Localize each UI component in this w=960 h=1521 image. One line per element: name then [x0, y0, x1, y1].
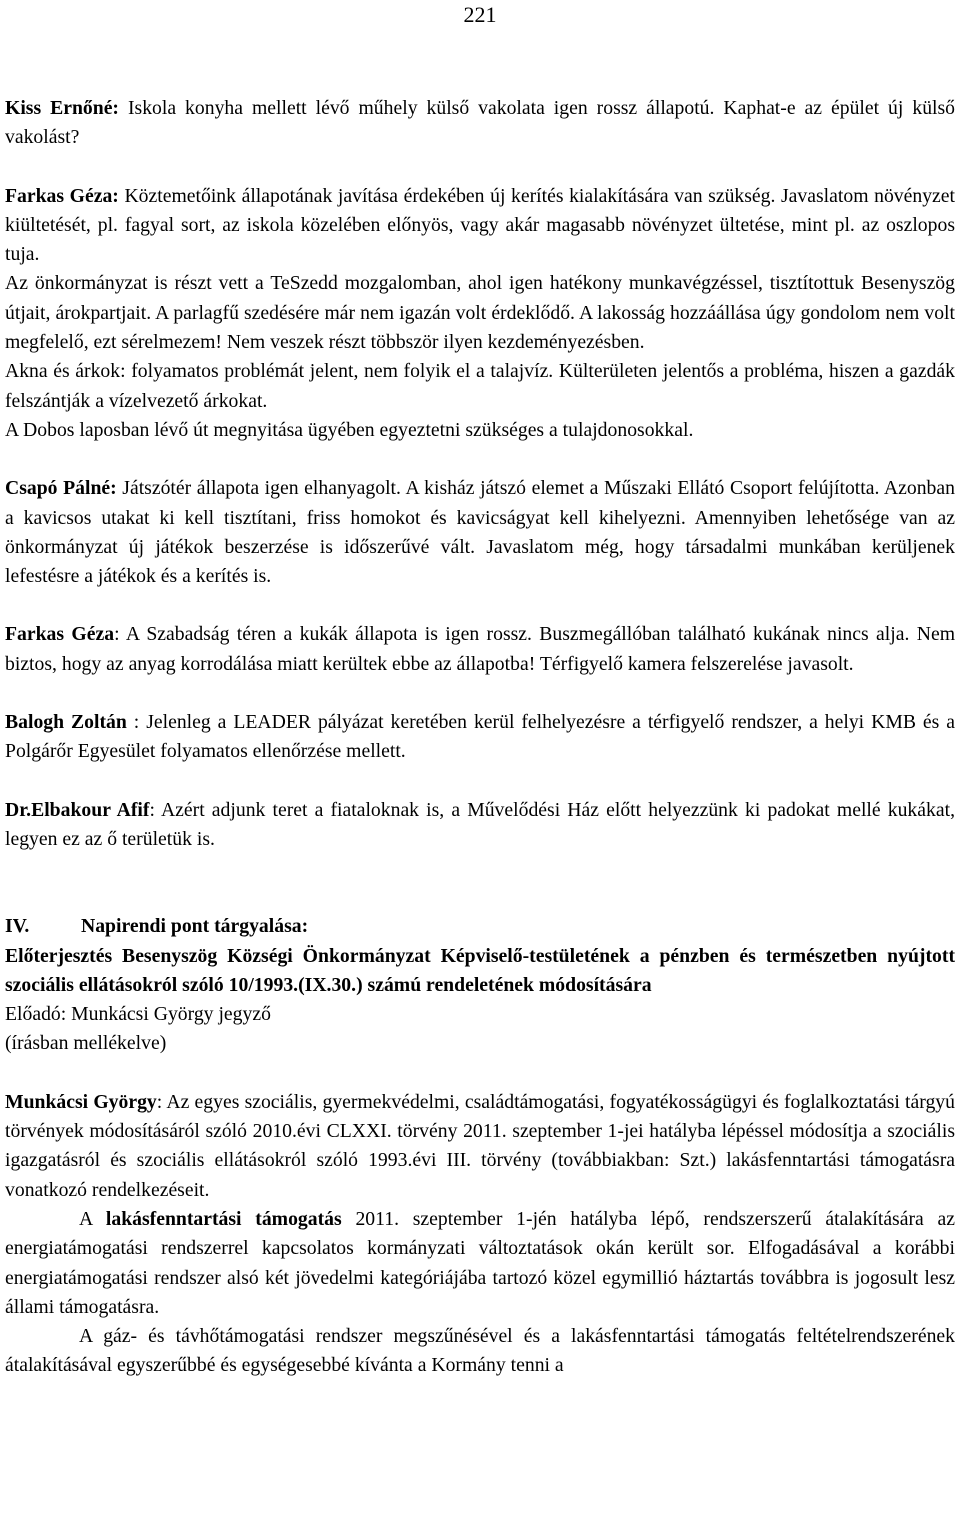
paragraph-text: : A Szabadság téren a kukák állapota is igen rossz. Buszmegállóban található kukának nincs alja. Nem biztos, hogy az anyag korrodálása miatt kerültek ebbe az állapotba! Térfigyelő kamera felszerelése javasolt.: [5, 623, 956, 675]
paragraph-lakasfenntartasi: A lakásfenntartási támogatás 2011. szeptember 1-jén hatályba lépő, rendszerszerű átalakítására az energiatámogatási rendszerrel kapcsolatos kormányzati változtatások okán került sor. Elfogadásával a korábbi energiatámogatási rendszer alsó két jövedelmi kategóriájába tartozó közel egymillió háztartás továbbra is jogosult lesz állami támogatásra.: [5, 1207, 955, 1318]
speaker-name: Balogh Zoltán: [5, 711, 127, 734]
agenda-title: Napirendi pont tárgyalása:: [81, 915, 309, 938]
paragraph-text: Köztemetőink állapotának javítása érdekében új kerítés kialakítására van szükség. Javaslatom növényzet kiültetését, pl. fagyal sort, az iskola közelében előnyös, vagy akár magasabb növényzet ültetése, mint pl. az oszlopos tuja.: [5, 184, 955, 266]
speaker-name: Dr.Elbakour Afif: [5, 798, 150, 821]
agenda-subject: Előterjesztés Besenyszög Községi Önkormányzat Képviselő-testületének a pénzben és természetben nyújtott szociális ellátásokról szóló 10/1993.(IX.30.) számú rendeletének módosítására: [5, 944, 955, 996]
speaker-name: Farkas Géza:: [5, 184, 119, 207]
paragraph-elbakour-afif: [5, 796, 955, 855]
agenda-note: (írásban mellékelve): [5, 1032, 167, 1055]
paragraph-text: : Az egyes szociális, gyermekvédelmi, családtámogatási, fogyatékosságügyi és foglalkoztatási tárgyú törvények módosításáról szóló 2010.évi CLXXI. törvény 2011. szeptember 1-jei hatályba lépéssel módosítja a szociális igazgatásról és szociális ellátásokról szóló 1993.évi III. törvény (továbbiakban: Szt.) lakásfenntartási támogatásra vonatkozó rendelkezéseit.: [5, 1090, 955, 1201]
bold-term: lakásfenntartási támogatás: [105, 1207, 342, 1230]
paragraph-text: : Jelenleg a LEADER pályázat keretében kerül felhelyezésre a térfigyelő rendszer, a helyi KMB és a Polgárőr Egyesület folyamatos ellenőrzése mellett.: [5, 711, 955, 763]
page-number: 221: [463, 2, 497, 27]
paragraph-dobos-lapos: A Dobos laposban lévő út megnyitása ügyében egyeztetni szükséges a tulajdonosokkal.: [5, 418, 694, 441]
paragraph-akna-arkok: Akna és árkok: folyamatos problémát jelent, nem folyik el a talajvíz. Külterületen jelentős a probléma, hiszen a gazdák felszántják a vízelvezető árkokat.: [5, 360, 955, 412]
agenda-heading: [5, 912, 955, 941]
paragraph-kiss-erno: [5, 94, 955, 153]
paragraph-text: : Azért adjunk teret a fiataloknak is, a Művelődési Ház előtt helyezzünk ki padokat mellé kukákat, legyen ez az ő területük is.: [5, 798, 955, 850]
page-content: [5, 94, 955, 1381]
speaker-name: Csapó Pálné:: [5, 477, 117, 500]
paragraph-farkas-geza-1: [5, 182, 955, 270]
paragraph-balogh-zoltan: [5, 708, 955, 767]
paragraph-text: Iskola konyha mellett lévő műhely külső vakolata igen rossz állapotú. Kaphat-e az épület új külső vakolást?: [5, 97, 956, 149]
agenda-presenter: Előadó: Munkácsi György jegyző: [5, 1003, 271, 1026]
paragraph-gaz-tavho: A gáz- és távhőtámogatási rendszer megszűnésével és a lakásfenntartási támogatás feltételrendszerének átalakításával egyszerűbbé és egységesebbé kívánta a Kormány tenni a: [5, 1325, 955, 1377]
paragraph-text: Játszótér állapota igen elhanyagolt. A kisház játszó elemet a Műszaki Ellátó Csoport felújította. Azonban a kavicsos utakat ki kell tisztítani, friss homokot és kavicságyat kell kihelyezni. Amennyiben lehetősége van az önkormányzat új játékok beszerzése is időszerűvé vált. Javaslatom még, hogy társadalmi munkában kerüljenek lefestésre a játékok és a kerítés is.: [5, 477, 955, 588]
paragraph-farkas-geza-2: [5, 620, 955, 679]
speaker-name: Kiss Ernőné:: [5, 97, 119, 119]
paragraph-teszedd: Az önkormányzat is részt vett a TeSzedd mozgalomban, ahol igen hatékony munkavégzéssel, tisztítottuk Besenyszög útjait, árokpartjait. A parlagfű szedésére már nem igazán volt érdeklődő. A lakosság hozzáállása úgy gondolom nem volt megfelelő, ezt sérelmezem! Nem veszek részt többször ilyen kezdeményezésben.: [5, 272, 955, 354]
paragraph-munkacsi-gyorgy: [5, 1088, 955, 1205]
paragraph-text: 2011. szeptember 1-jén hatályba lépő, rendszerszerű átalakítására az energiatámogatási rendszerrel kapcsolatos kormányzati változtatások okán került sor. Elfogadásával a korábbi energiatámogatási rendszer alsó két jövedelmi kategóriájába tartozó közel egymillió háztartás továbbra is jogosult lesz állami támogatásra.: [5, 1207, 955, 1318]
paragraph-csapo-palne: [5, 474, 955, 591]
speaker-name: Farkas Géza: [5, 623, 115, 646]
agenda-number: IV.: [5, 915, 30, 938]
speaker-name: Munkácsi György: [5, 1090, 157, 1113]
